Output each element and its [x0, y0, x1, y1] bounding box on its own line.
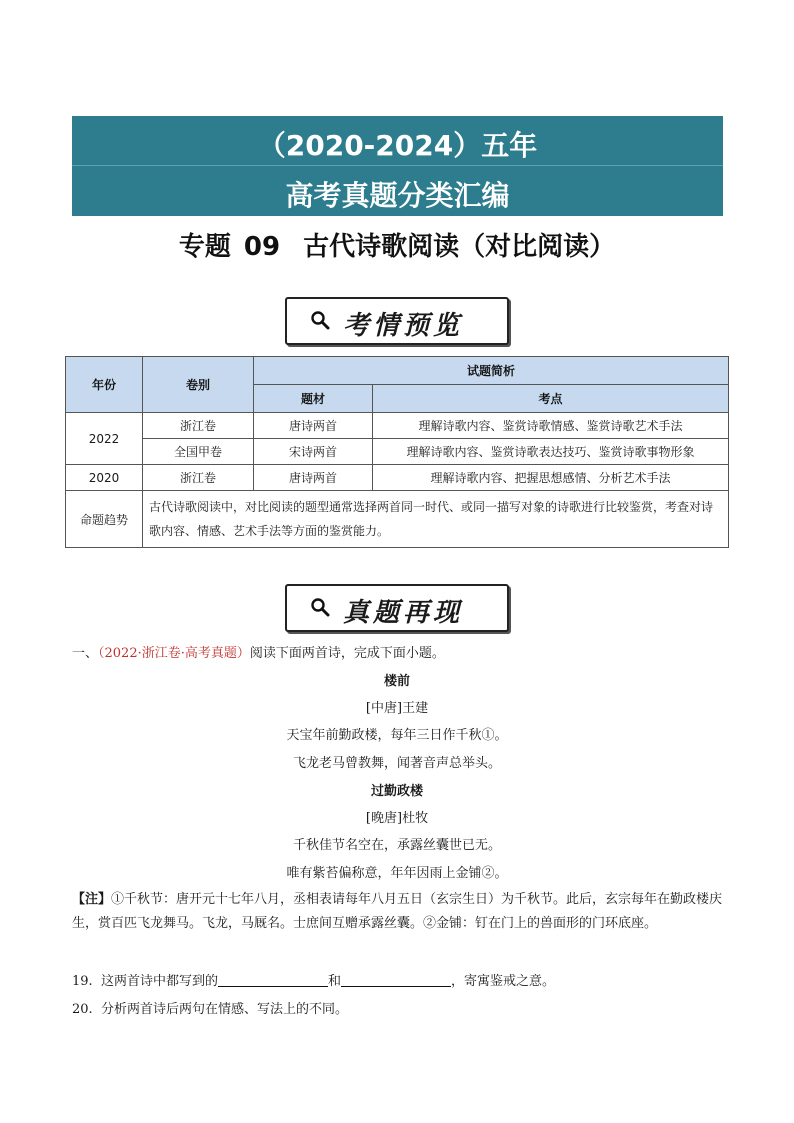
- header-analysis: 试题简析: [254, 357, 729, 385]
- header-paper: 卷别: [143, 357, 254, 413]
- answer-blank[interactable]: [218, 972, 328, 987]
- poem1-author: [中唐]王建: [365, 701, 429, 716]
- topic-prefix: 专题: [178, 232, 231, 262]
- question-20: [72, 998, 348, 1017]
- question-source: （2022·浙江卷·高考真题）: [98, 646, 250, 661]
- table-row-trend: [66, 491, 729, 548]
- banner-divider: [72, 165, 723, 166]
- q19-text-middle: 和: [327, 974, 341, 989]
- magnifier-icon: [309, 596, 333, 620]
- poem1-title: 楼前: [383, 674, 410, 689]
- table-row: [66, 413, 729, 439]
- table-row: [66, 465, 729, 491]
- header-topic: 题材: [254, 385, 373, 413]
- cell-paper: 浙江卷: [143, 413, 254, 439]
- poem2-line: 唯有紫苔偏称意，年年因雨上金铺②。: [286, 866, 508, 881]
- cell-topic: 宋诗两首: [254, 439, 373, 465]
- exam-overview-table: [65, 356, 729, 548]
- cell-points: 理解诗歌内容、把握思想感情、分析艺术手法: [373, 465, 729, 491]
- cell-year: 2022: [66, 413, 143, 465]
- topic-title: [0, 226, 794, 263]
- question-prefix: 一、: [72, 646, 99, 661]
- topic-number: 09: [243, 232, 281, 262]
- poem2-line: 千秋佳节名空在，承露丝囊世已无。: [292, 838, 501, 853]
- title-banner: [72, 116, 723, 216]
- note-label: 【注】: [72, 892, 112, 907]
- cell-year: 2020: [66, 465, 143, 491]
- poem2-title: 过勤政楼: [370, 784, 423, 799]
- section-header-overview: [285, 297, 509, 345]
- note-text: ①千秋节：唐开元十七年八月，丞相表请每年八月五日（玄宗生日）为千秋节。此后，玄宗每年在勤政楼庆生，赏百匹飞龙舞马。飞龙，马厩名。士庶间互赠承露丝囊。②金铺：钉在门上的兽面形的门环底座。: [72, 892, 723, 931]
- cell-trend-label: 命题趋势: [66, 491, 143, 548]
- cell-points: 理解诗歌内容、鉴赏诗歌情感、鉴赏诗歌艺术手法: [373, 413, 729, 439]
- banner-title-line1: （2020-2024）五年: [257, 129, 538, 162]
- cell-topic: 唐诗两首: [254, 413, 373, 439]
- cell-trend-text: 古代诗歌阅读中，对比阅读的题型通常选择两首同一时代、或同一描写对象的诗歌进行比较鉴赏，考查对诗歌内容、情感、艺术手法等方面的鉴赏能力。: [143, 491, 729, 548]
- answer-blank[interactable]: [341, 972, 451, 987]
- question-instruction: 阅读下面两首诗，完成下面小题。: [249, 646, 445, 661]
- magnifier-icon: [309, 309, 333, 333]
- topic-name: 古代诗歌阅读（对比阅读）: [303, 232, 616, 262]
- question-19: [72, 970, 555, 989]
- poem2-author: [晚唐]杜牧: [365, 811, 429, 826]
- question-intro: [72, 642, 445, 661]
- q19-text-before: 这两首诗中都写到的: [100, 974, 218, 989]
- banner-title-line2: 高考真题分类汇编: [285, 179, 510, 212]
- header-points: 考点: [373, 385, 729, 413]
- cell-points: 理解诗歌内容、鉴赏诗歌表达技巧、鉴赏诗歌事物形象: [373, 439, 729, 465]
- section-label: 真题再现: [343, 598, 464, 628]
- poem1-line: 天宝年前勤政楼，每年三日作千秋①。: [286, 728, 508, 743]
- cell-topic: 唐诗两首: [254, 465, 373, 491]
- annotation-note: [72, 888, 724, 936]
- cell-paper: 全国甲卷: [143, 439, 254, 465]
- table-row: [66, 439, 729, 465]
- cell-paper: 浙江卷: [143, 465, 254, 491]
- section-label: 考情预览: [343, 311, 464, 341]
- q20-text: 分析两首诗后两句在情感、写法上的不同。: [100, 1002, 348, 1017]
- header-year: 年份: [66, 357, 143, 413]
- q20-number: 20.: [72, 1002, 93, 1017]
- section-header-questions: [285, 584, 509, 632]
- q19-text-after: ，寄寓鉴戒之意。: [450, 974, 555, 989]
- poem1-line: 飞龙老马曾教舞，闻著音声总举头。: [292, 756, 501, 771]
- q19-number: 19.: [72, 974, 93, 989]
